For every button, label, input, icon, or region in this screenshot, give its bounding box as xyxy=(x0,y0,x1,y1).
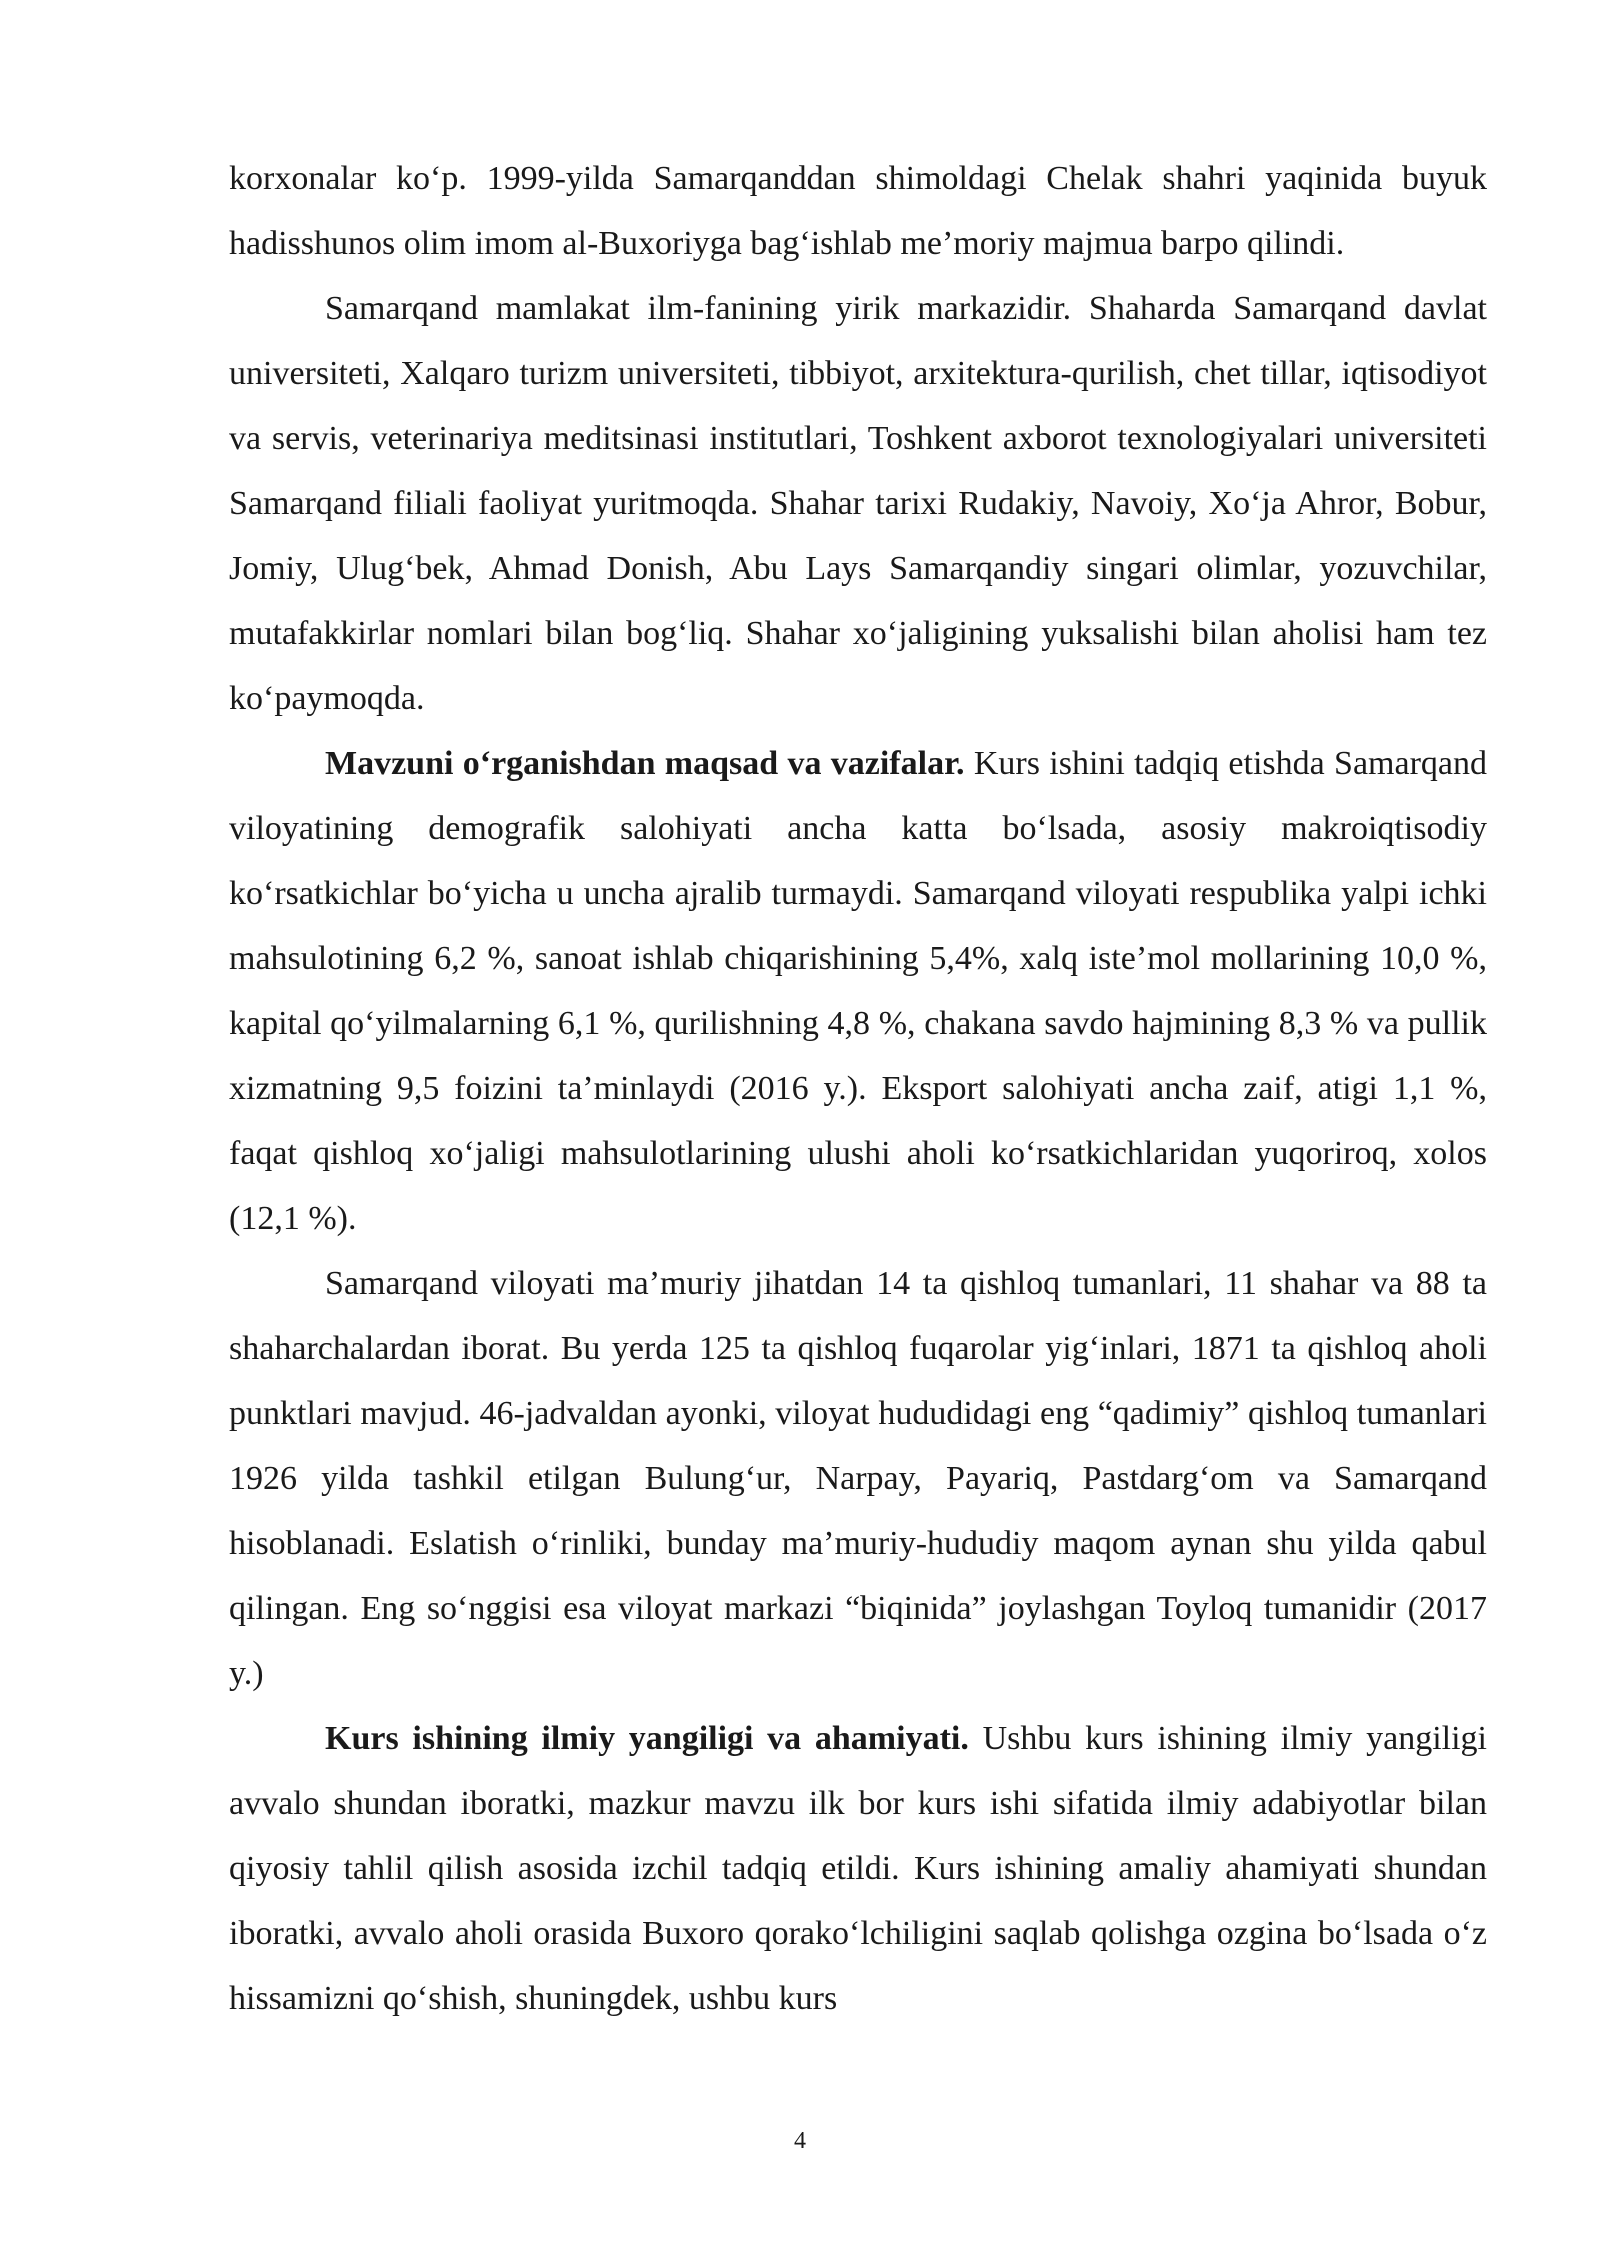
paragraph-3-text: Kurs ishini tadqiq etishda Samarqand viloyatining demografik salohiyati ancha katta bo‘lsada, asosiy makroiqtisodiy ko‘rsatkichlar bo‘yicha u uncha ajralib turmaydi. Samarqand viloyati respublika yalpi ichki mahsulotining 6,2 %, sanoat ishlab chiqarishining 5,4%, xalq iste’mol mollarining 10,0 %, kapital qo‘yilmalarning 6,1 %, qurilishning 4,8 %, chakana savdo hajmining 8,3 % va pullik xizmatning 9,5 foizini ta’minlaydi (2016 y.). Eksport salohiyati ancha zaif, atigi 1,1 %, faqat qishloq xo‘jaligi mahsulotlarining ulushi aholi ko‘rsatkichlaridan yuqoriroq, xolos (12,1 %). xyxy=(229,745,1487,1237)
paragraph-5-text: Ushbu kurs ishining ilmiy yangiligi avvalo shundan iboratki, mazkur mavzu ilk bor kurs ishi sifatida ilmiy adabiyotlar bilan qiyosiy tahlil qilish asosida izchil tadqiq etildi. Kurs ishining amaliy ahamiyati shundan iboratki, avvalo aholi orasida Buxoro qorako‘lchiligini saqlab qolishga ozgina bo‘lsada o‘z hissamizni qo‘shish, shuningdek, ushbu kurs xyxy=(229,1720,1488,2017)
paragraph-1 xyxy=(229,146,1487,276)
document-body xyxy=(229,146,1487,2031)
paragraph-5 xyxy=(229,1706,1487,2031)
section-heading-novelty: Kurs ishining ilmiy yangiligi va ahamiyati. xyxy=(325,1720,969,1757)
section-heading-goals: Mavzuni o‘rganishdan maqsad va vazifalar. xyxy=(325,745,965,782)
paragraph-2 xyxy=(229,276,1487,731)
paragraph-1-text: korxonalar ko‘p. 1999-yilda Samarqanddan shimoldagi Chelak shahri yaqinida buyuk hadisshunos olim imom al-Buxoriyga bag‘ishlab me’moriy majmua barpo qilindi. xyxy=(229,160,1487,262)
paragraph-2-text: Samarqand mamlakat ilm-fanining yirik markazidir. Shaharda Samarqand davlat universiteti, Xalqaro turizm universiteti, tibbiyot, arxitektura-qurilish, chet tillar, iqtisodiyot va servis, veterinariya meditsinasi institutlari, Toshkent axborot texnologiyalari universiteti Samarqand filiali faoliyat yuritmoqda. Shahar tarixi Rudakiy, Navoiy, Xo‘ja Ahror, Bobur, Jomiy, Ulug‘bek, Ahmad Donish, Abu Lays Samarqandiy singari olimlar, yozuvchilar, mutafakkirlar nomlari bilan bog‘liq. Shahar xo‘jaligining yuksalishi bilan aholisi ham tez ko‘paymoqda. xyxy=(229,290,1487,717)
paragraph-4-text: Samarqand viloyati ma’muriy jihatdan 14 ta qishloq tumanlari, 11 shahar va 88 ta shaharchalardan iborat. Bu yerda 125 ta qishloq fuqarolar yig‘inlari, 1871 ta qishloq aholi punktlari mavjud. 46-jadvaldan ayonki, viloyat hududidagi eng “qadimiy” qishloq tumanlari 1926 yilda tashkil etilgan Bulung‘ur, Narpay, Payariq, Pastdarg‘om va Samarqand hisoblanadi. Eslatish o‘rinliki, bunday ma’muriy-hududiy maqom aynan shu yilda qabul qilingan. Eng so‘nggisi esa viloyat markazi “biqinida” joylashgan Toyloq tumanidir (2017 y.) xyxy=(229,1265,1487,1692)
paragraph-3 xyxy=(229,731,1487,1251)
page-number: 4 xyxy=(794,2128,806,2154)
paragraph-4 xyxy=(229,1251,1487,1706)
